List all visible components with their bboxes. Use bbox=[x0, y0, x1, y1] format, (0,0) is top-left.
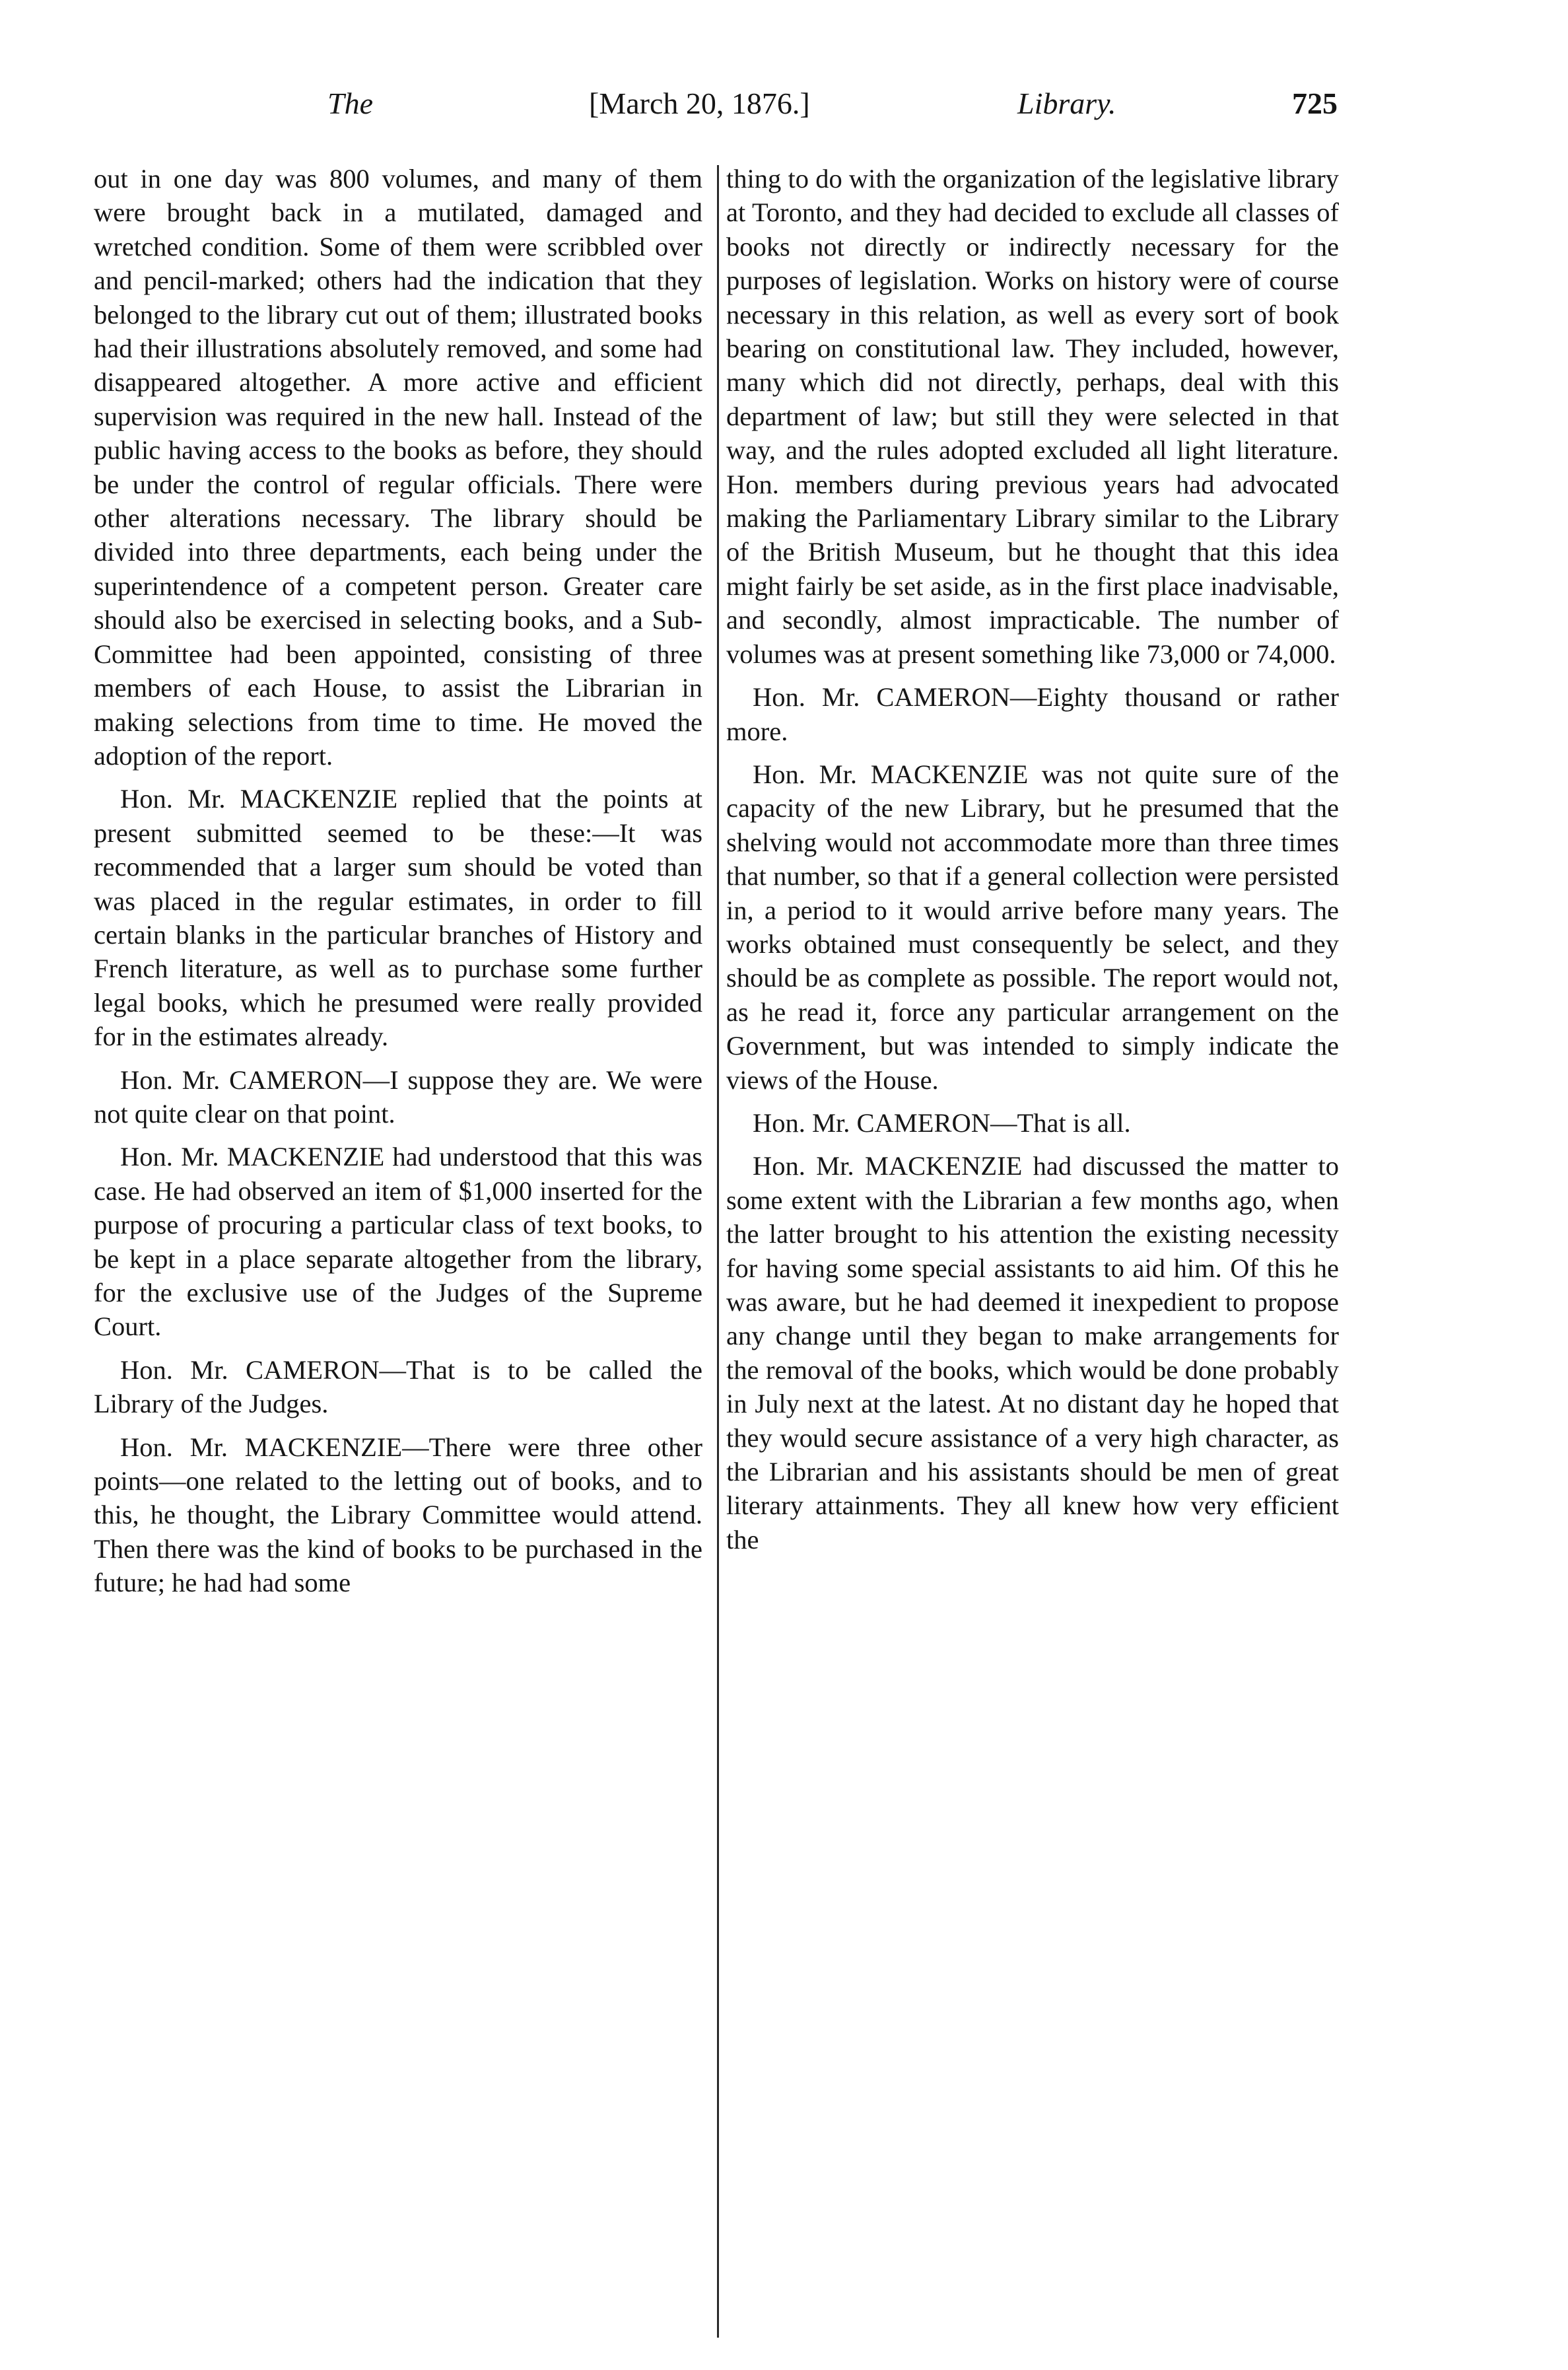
right-paragraph-continued: thing to do with the organization of the legislative library at Toronto, and they had decided to exclude all classes of books not directly or indirectly necessary for the purposes of legislation. Works on history were of course necessary in this relation, as well as every sort of book bearing on constitutional law. They included, however, many which did not directly, perhaps, deal with this department of law; but still they were selected in that way, and the rules adopted excluded all light literature. Hon. members during previous years had advocated making the Parliamentary Library similar to the Library of the British Museum, but he thought that this idea might fairly be set aside, as in the first place inadvisable, and secondly, almost impracticable. The number of volumes was at present something like 73,000 or 74,000. bbox=[726, 164, 1339, 669]
right-paragraph-5: Hon. Mr. MACKENZIE had discussed the matter to some extent with the Librarian a few months ago, when the latter brought to his attention the existing necessity for having some special assistants to aid him. Of this he was aware, but he had deemed it inexpedient to propose any change until they began to make arrangements for the removal of the books, which would be done probably in July next at the latest. At no distant day he hoped that they would secure assistance of a very high character, as the Librarian and his assistants should be men of great literary attainments. They all knew how very efficient the bbox=[726, 1151, 1339, 1554]
right-paragraph-4: Hon. Mr. CAMERON—That is all. bbox=[753, 1107, 1131, 1138]
left-paragraph-2: Hon. Mr. MACKENZIE replied that the points at present submitted seemed to be these:—It was recommended that a larger sum should be voted than was placed in the regular estimates, in order to fill certain blanks in the particular branches of History and French literature, as well as to purchase some further legal books, which he presumed were really provided for in the estimates already. bbox=[94, 784, 702, 1052]
right-paragraph-3: Hon. Mr. MACKENZIE was not quite sure of the capacity of the new Library, but he presumed that the shelving would not accommodate more than three times that number, so that if a general collection were persisted in, a period to it would arrive before many years. The works obtained must consequently be select, and they should be as complete as possible. The report would not, as he read it, force any particular arrangement on the Government, but was intended to simply indicate the views of the House. bbox=[726, 759, 1339, 1095]
issue-date: [March 20, 1876.] bbox=[589, 87, 810, 120]
page-number: 725 bbox=[1292, 87, 1338, 120]
running-title-left: The bbox=[327, 87, 373, 120]
left-column bbox=[94, 162, 702, 1609]
left-paragraph-continued: out in one day was 800 volumes, and many of them were brought back in a mutilated, damaged and wretched condition. Some of them were scribbled over and pencil-marked; others had the indication that they belonged to the library cut out of them; illustrated books had their illustrations absolutely removed, and some had disappeared altogether. A more active and efficient supervision was required in the new hall. Instead of the public having access to the books as before, they should be under the control of regular officials. There were other alterations necessary. The library should be divided into three departments, each being under the superintendence of a competent person. Greater care should also be exercised in selecting books, and a Sub-Committee had been appointed, consisting of three members of each House, to assist the Librarian in making selections from time to time. He moved the adoption of the report. bbox=[94, 164, 702, 771]
left-paragraph-5: Hon. Mr. CAMERON—That is to be called the Library of the Judges. bbox=[94, 1354, 702, 1419]
column-divider bbox=[717, 165, 719, 2338]
right-paragraph-2: Hon. Mr. CAMERON—Eighty thousand or rather more. bbox=[726, 682, 1339, 746]
left-paragraph-6: Hon. Mr. MACKENZIE—There were three other points—one related to the letting out of books, and to this, he thought, the Library Committee would attend. Then there was the kind of books to be purchased in the future; he had had some bbox=[94, 1432, 702, 1598]
right-column bbox=[726, 162, 1339, 1566]
left-paragraph-4: Hon. Mr. MACKENZIE had understood that this was case. He had observed an item of $1,000 inserted for the purpose of procuring a particular class of text books, to be kept in a place separate altogether from the library, for the exclusive use of the Judges of the Supreme Court. bbox=[94, 1142, 702, 1342]
page-header bbox=[327, 86, 1338, 132]
left-paragraph-3: Hon. Mr. CAMERON—I suppose they are. We were not quite clear on that point. bbox=[94, 1064, 702, 1129]
running-title-right: Library. bbox=[1017, 87, 1116, 120]
